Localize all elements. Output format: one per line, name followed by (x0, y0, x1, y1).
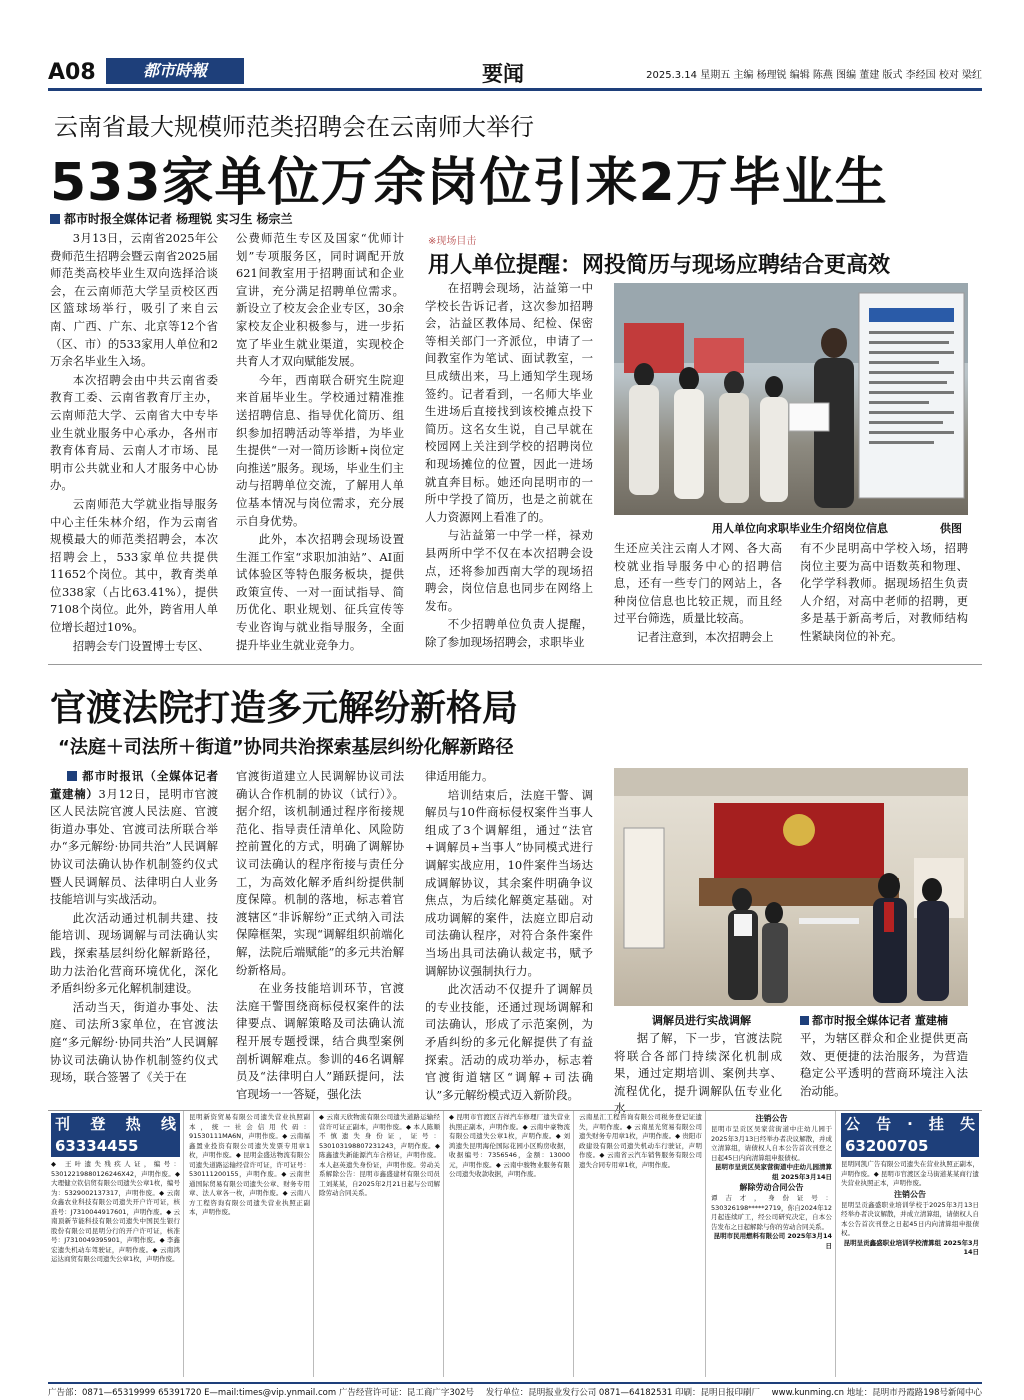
page-header (48, 58, 982, 88)
story2-lead-text: 3月12日，昆明市官渡区人民法院官渡人民法庭、官渡街道办事处、官渡司法所联合举办“多元解纷·协同共治”人民调解协议司法确认协作机制签约仪式暨人民调解员、法律明白人业务技能培训与实战活动。 (50, 786, 218, 907)
story1-col3 (425, 280, 593, 652)
paragraph: 培训结束后，法庭干警、调解员与10件商标侵权案件当事人组成了3个调解组，通过“法官+调解员+当事人”协同模式进行调解实战应用，10件案件当场达成调解协议，其余案件明确争议焦点，为后续化解奠定基础。对成功调解的案件，法庭立即启动司法确认程序，对符合条件案件当场出具司法确认裁定书，赋予调解协议强制执行力。 (425, 787, 593, 978)
paragraph: 本次招聘会由中共云南省委教育工委、云南省教育厅主办，云南师范大学、云南省大中专毕业生就业服务中心承办，各州市教育体育局、云南人才市场、昆明市公共就业和人才服务中心协办。 (50, 372, 218, 493)
edition-meta: 2025.3.14 星期五 主编 杨理锐 编辑 陈燕 图编 董建 版式 李经国 校对 梁红 (646, 70, 982, 81)
job-fair-photo (614, 283, 968, 515)
notice-title: 注销公告 (755, 1114, 788, 1123)
story1-headline: 533家单位万余岗位引来2万毕业生 (50, 153, 888, 213)
ad-text: ◆ 云南天欣物流有限公司遗失道路运输经营许可证正副本，声明作废。◆ 本人陈顺不慎遗失身份证，证号：530103198807231243，声明作废。◆ 陈鑫遗失新能源汽车合格证，声明作废。本人赵英遗失身份证，声明作废。劳动关系解除公告：昆明市鑫盛建材有限公司员工刘某某，自2025年2月21日起与公司解除劳动合同关系。 (319, 1113, 440, 1197)
paragraph: 活动当天，街道办事处、法庭、司法所3家单位，在官渡法庭“多元解纷·协同共治”人民调解协议司法确认协作机制签约仪式现场，联合签署了《关于在 (50, 999, 218, 1085)
page-footer (48, 1382, 982, 1398)
paragraph: 生还应关注云南人才网、各大高校就业指导服务中心的招聘信息，还有一些专门的网站上，各种岗位信息也比较正规，而且经过平台筛选，质量比较高。 (614, 541, 782, 626)
footer-right: www.kunming.cn 地址：昆明市丹霞路198号新闻中心 (771, 1388, 982, 1398)
ad-text: 云南星汇工程咨询有限公司税务登记证遗失，声明作废。◆ 云南星光贸易有限公司遗失财务专用章1枚，声明作废。◆ 贵阳市政建设有限公司遗失机动车行驶证，声明作废。◆ 云南省云汽车销售服务有限公司遗失合同专用章1枚，声明作废。 (579, 1113, 702, 1169)
ad-hotline-2 (841, 1113, 979, 1157)
story2-lead (50, 768, 218, 909)
mediation-credit-text: 都市时报全媒体记者 董建楠 (812, 1014, 948, 1027)
story-divider (48, 664, 982, 665)
ad-text: 昆明同凯广告有限公司遗失在营业执照正副本，声明作废。◆ 昆明市官渡区金马街道某某商行遗失营业执照正本，声明作废。 (841, 1160, 979, 1187)
story2-headline: 官渡法院打造多元解纷新格局 (50, 688, 519, 729)
story1-byline (50, 210, 293, 227)
scene-kicker: ※现场目击 (428, 236, 477, 247)
paragraph: 此次活动不仅提升了调解员的专业技能，还通过现场调解和司法确认，形成了示范案例，为矛盾纠纷的多元化解提供了有益探索。活动的成功举办，标志着官渡街道辖区“调解+司法确认”多元解纷模式迈入新阶段。 (425, 982, 593, 1102)
ad-text: 昆明新资贸易有限公司遗失营业执照副本，统一社会信用代码：91530111MA6N，声明作废。◆ 云南福鑫置业投资有限公司遗失发票专用章1枚，声明作废。◆ 昆明金盛达物流有限公司遗失道路运输经营许可证，许可证号：530111200155，声明作废。◆ 云南世通国际贸易有限公司遗失公章、财务专用章、法人章各一枚，声明作废。◆ 云南八方工程咨询有限公司遗失营业执照正副本，声明作废。 (189, 1113, 310, 1216)
notice-signature: 昆明市民用燃料有限公司 2025年3月14日 (713, 1232, 832, 1250)
ad-text: ◆ 王叶遗失残疾人证，编号：53012219880126246X42，声明作废。◆ 大理健立钦信贸有限公司遗失公章1枚，编号为：5329002137317，声明作废。◆ 云南众鑫农业科技有限公司遗失开户许可证，核准号：J7310044917601，声明作废。◆ 云南顶新节能科技有限公司遗失中国民生银行股份有限公司昆明分行的开户许可证，核准号：J7310049395901，声明作废。◆ 李鑫宏遗失机动车驾驶证，声明作废。◆ 云南鸿运达商贸有限公司遗失公章1枚，声明作废。 (51, 1160, 180, 1263)
ad-col-5 (576, 1111, 706, 1377)
hotline-label: 刊登热线 (55, 1115, 176, 1133)
story2-col1 (50, 768, 218, 1088)
ad-col-4 (446, 1111, 574, 1377)
page-number: A08 (48, 60, 96, 85)
notice-signature: 昆明市呈贡区吴家营街道中庄幼儿园清算组 2025年3月14日 (715, 1163, 832, 1181)
story2-col4 (614, 1030, 782, 1119)
paragraph: 平，为辖区群众和企业提供更高效、更便捷的法治服务，为营造稳定公平透明的营商环境注入法治动能。 (800, 1031, 968, 1098)
classified-ads (48, 1110, 982, 1378)
paragraph: 此次活动通过机制共建、技能培训、现场调解与司法确认实践，探索基层纠纷化解新路径，助力法治化营商环境优化，深化矛盾纠纷多元化解机制建设。 (50, 910, 218, 996)
job-fair-illustration (614, 283, 968, 515)
notice-signature: 昆明呈贡鑫盛职业培训学校清算组 2025年3月14日 (843, 1238, 979, 1256)
story2-col3 (425, 768, 593, 1105)
story2-byline-text: 都市时报讯（全媒体记者 董建楠） (50, 769, 218, 801)
byline-icon (67, 771, 77, 781)
paragraph: 记者注意到，本次招聘会上 (636, 629, 774, 644)
mediation-illustration (614, 768, 968, 1006)
story1-kicker: 云南省最大规模师范类招聘会在云南师大举行 (54, 113, 534, 141)
ad-col-1 (48, 1111, 184, 1377)
ad-text: 昆明市呈贡区吴家营街道中庄幼儿园于2025年3月13日经举办者决议解散，并成立清算组，请债权人自本公告首次刊登之日起45日内向清算组申报债权。 (711, 1125, 832, 1162)
ad-text: ◆ 昆明市官渡区吉祥汽车修理厂遗失营业执照正副本，声明作废。◆ 云南中豪物流有限公司遗失公章1枚，声明作废。◆ 刘鸿遗失昆明海伦国际花园小区购房收据，收据编号：7356546，金额：13000元，声明作废。◆ 云南中骏物业服务有限公司遗失收款收据，声明作废。 (449, 1113, 570, 1178)
story1-col4 (614, 540, 782, 648)
byline-icon (50, 214, 60, 224)
paragraph: 不少招聘单位负责人提醒，除了参加现场招聘会，求职毕业 (425, 617, 593, 649)
paragraph: 今年，西南联合研究生院迎来首届毕业生。学校通过精准推送招聘信息、指导优化简历、组织参加招聘活动等举措，为毕业生提供“一对一简历诊断+岗位定向推送”服务。现场，毕业生们主动与招聘单位交流，了解用人单位基本情况与岗位需求，充分展示自身优势。 (236, 372, 404, 528)
story1-col5 (800, 540, 968, 647)
footer-mid: 发行单位：昆明报业发行公司 0871—64182531 印刷：昆明日报印刷厂 (485, 1388, 761, 1398)
header-rule (48, 88, 982, 91)
ad-col-7 (838, 1111, 982, 1377)
newspaper-logo: 都市時報 (106, 58, 244, 84)
mediation-photo (614, 768, 968, 1006)
ad-col-3 (316, 1111, 444, 1377)
job-fair-caption: 用人单位向求职毕业生介绍岗位信息 (712, 522, 888, 535)
notice-title: 注销公告 (894, 1189, 926, 1199)
mediation-credit (800, 1012, 948, 1028)
paragraph: 此外，本次招聘会现场设置生涯工作室“求职加油站”、AI面试体验区等特色服务板块，提供政策宣传、一对一面试指导、简历优化、职业规划、征兵宣传等专业咨询与就业指导服务，全面提升毕业生就业竞争力。 (236, 532, 404, 652)
job-fair-credit: 供图 (940, 522, 962, 535)
paragraph: 在业务技能培训环节，官渡法庭干警围绕商标侵权案件的法律要点、调解策略及司法确认流程开展专题授课，结合典型案例剖析调解难点。参训的46名调解员及“法律明白人”踊跃提问，法官现场一一答疑，强化法 (236, 981, 404, 1101)
mediation-caption: 调解员进行实战调解 (652, 1014, 751, 1027)
ad-col-2 (186, 1111, 314, 1377)
paragraph: 在招聘会现场，沾益第一中学校长告诉记者，这次参加招聘会，沾益区教体局、纪检、保密等相关部门一齐派位，申请了一间教室作为笔试、面试教室，一旦成绩出来，马上通知学生现场签约。记者看到，一名师大毕业生进场后直接找到该校摊点投下简历。这名女生说，自己早就在校园网上关注到学校的招聘岗位和现场摊位的位置，因此一进场就直奔目标。她还向昆明市的一所中学投了简历，也是之前就在人力资源网上看准了的。 (425, 281, 593, 524)
paragraph: 据了解，下一步，官渡法院将联合各部门持续深化机制成果，通过定期培训、案例共享、流程优化，提升调解队伍专业化水 (614, 1031, 782, 1116)
paragraph: 与沾益第一中学一样，禄劝县两所中学不仅在本次招聘会设点，还将参加西南大学的现场招聘会，岗位信息也同步在网络上发布。 (425, 528, 593, 613)
hotline-number: 63334455 (55, 1137, 139, 1155)
story2-subhead: “法庭＋司法所＋街道”协同共治探索基层纠纷化解新路径 (58, 737, 514, 758)
paragraph: 律适用能力。 (425, 769, 494, 783)
ad-col-6 (708, 1111, 836, 1377)
paragraph: 公费师范生专区及国家“优师计划”专项服务区，同时调配开放621间教室用于招聘面试和企业宣讲，充分满足招聘单位需求。新设立了校友会企业专区，30余家校友企业积极参与，进一步拓宽了毕业生就业渠道，实现校企共育人才双向赋能发展。 (236, 231, 404, 369)
paragraph: 有不少昆明高中学校入场，招聘岗位主要为高中语数英和物理、化学学科教师。据现场招生负责人介绍，对高中老师的招聘，更多是基于新高考后，对教师结构性紧缺岗位的补充。 (800, 541, 968, 643)
hotline2-label: 公告·挂失 (845, 1115, 975, 1133)
section-title: 要闻 (482, 62, 524, 86)
hotline2-number: 63200705 (845, 1137, 929, 1155)
story2-col2 (236, 768, 404, 1104)
story1-subhead: 用人单位提醒：网投简历与现场应聘结合更高效 (428, 253, 891, 278)
story2-col5 (800, 1030, 968, 1101)
story1-col2 (236, 230, 404, 655)
story1-byline-text: 都市时报全媒体记者 杨理锐 实习生 杨宗兰 (64, 212, 293, 226)
paragraph: 云南师范大学就业指导服务中心主任朱林介绍，作为云南省规模最大的师范类招聘会，本次招聘会上，533家单位共提供11652个岗位。其中，教育类单位338家（占比63.41%），提供7108个岗位。此外，跨省用人单位增长超过10%。 (50, 496, 218, 635)
story1-col1 (50, 230, 218, 656)
ad-hotline (51, 1113, 180, 1157)
paragraph: 3月13日，云南省2025年公费师范生招聘会暨云南省2025届师范类高校毕业生双向选择洽谈会，在云南师范大学呈贡校区西区篮球场举行，吸引了来自云南、广西、广东、北京等12个省（区、市）的533家用人单位和2万余名毕业生入场。 (50, 231, 218, 369)
byline-icon (800, 1016, 809, 1025)
paragraph: 招聘会专门设置博士专区、 (72, 638, 210, 653)
ad-text: 昆明呈贡鑫盛职业培训学校于2025年3月13日经举办者决议解散，并成立清算组，请债权人自本公告首次刊登之日起45日内向清算组申报债权。 (841, 1200, 979, 1237)
ad-text: 谭吉才，身份证号：530326198*****2719，你自2024年12月起连续旷工，经公司研究决定，自本公告发布之日起解除与你的劳动合同关系。 (711, 1194, 832, 1231)
notice-title: 解除劳动合同公告 (739, 1183, 804, 1192)
footer-left: 广告部：0871—65319999 65391720 E—mail:times@vip.ynmail.com 广告经营许可证：昆工商广字302号 (48, 1388, 475, 1398)
paragraph: 官渡街道建立人民调解协议司法确认合作机制的协议（试行）》。据介绍，该机制通过程序衔接规范化、指导责任清单化、风险防控前置化的方式，明确了调解协议司法确认的程序衔接与责任分工，为高效化解矛盾纠纷提供制度保障。机制的落地，标志着官渡辖区“非诉解纷”正式纳入司法保障框架，实现“调解组织前端化解，法院后端赋能”的多元共治解纷新格局。 (236, 769, 404, 977)
